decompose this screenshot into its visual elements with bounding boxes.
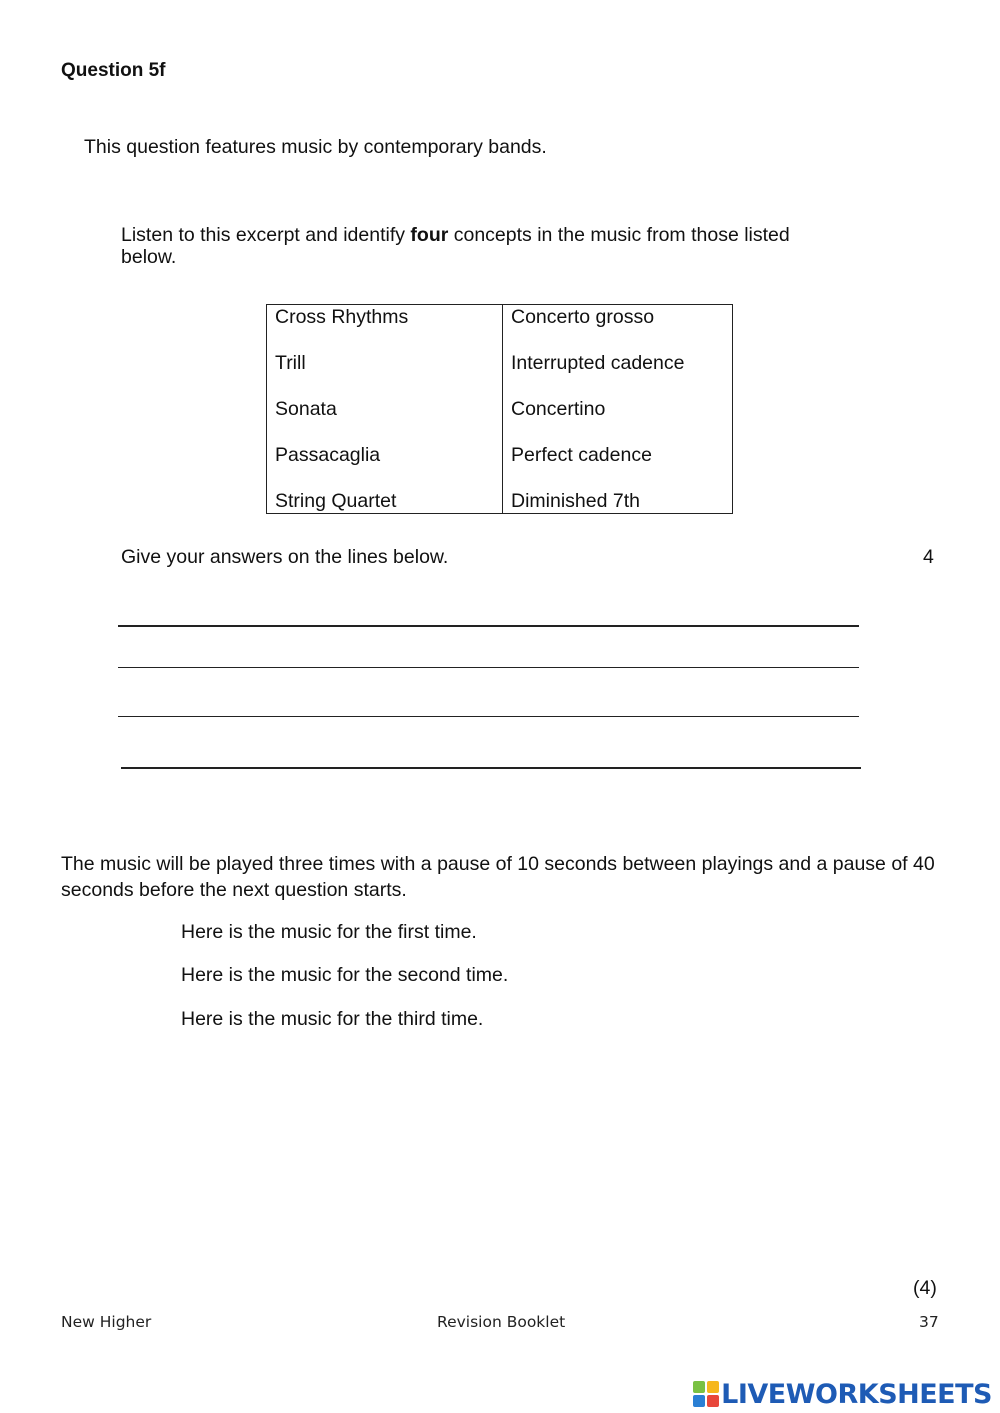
- page-number: 37: [919, 1313, 939, 1331]
- answer-line-2[interactable]: [118, 667, 859, 668]
- footer-left: New Higher: [61, 1313, 152, 1331]
- liveworksheets-logo-icon: [693, 1381, 719, 1407]
- playback-second: Here is the music for the second time.: [181, 964, 509, 986]
- concept-cell: Cross Rhythms: [267, 305, 503, 352]
- table-row: [267, 489, 733, 514]
- answer-line-1[interactable]: [118, 625, 859, 627]
- liveworksheets-brand: [693, 1377, 992, 1411]
- table-row: [267, 397, 733, 443]
- concept-cell: Perfect cadence: [503, 443, 733, 489]
- table-row: [267, 351, 733, 397]
- question-instruction: [121, 224, 841, 268]
- concepts-table: [266, 304, 733, 514]
- question-intro: This question features music by contemporary bands.: [84, 136, 547, 158]
- instruction-bold-word: four: [410, 224, 449, 246]
- answers-marks: 4: [923, 546, 934, 568]
- answer-line-4[interactable]: [121, 767, 861, 769]
- concept-cell: Diminished 7th: [503, 489, 733, 514]
- playback-note: The music will be played three times with a pause of 10 seconds between playings and a pause of 40 seconds before the next question starts.: [61, 853, 935, 901]
- question-title: Question 5f: [61, 60, 166, 81]
- concept-cell: Concerto grosso: [503, 305, 733, 352]
- answers-prompt: Give your answers on the lines below.: [121, 546, 449, 568]
- playback-first: Here is the music for the first time.: [181, 921, 477, 943]
- table-row: [267, 305, 733, 352]
- concept-cell: Concertino: [503, 397, 733, 443]
- playback-third: Here is the music for the third time.: [181, 1008, 484, 1030]
- instruction-text-start: Listen to this excerpt and identify: [121, 224, 411, 246]
- concept-cell: Interrupted cadence: [503, 351, 733, 397]
- brand-name: LIVEWORKSHEETS: [721, 1378, 992, 1410]
- concept-cell: String Quartet: [267, 489, 503, 514]
- total-marks: (4): [913, 1277, 937, 1299]
- instruction-text-end: concepts in the music from those listed below.: [121, 224, 790, 268]
- concept-cell: Trill: [267, 351, 503, 397]
- concept-cell: Passacaglia: [267, 443, 503, 489]
- concept-cell: Sonata: [267, 397, 503, 443]
- answer-line-3[interactable]: [118, 716, 859, 717]
- footer-center: Revision Booklet: [437, 1313, 566, 1331]
- table-row: [267, 443, 733, 489]
